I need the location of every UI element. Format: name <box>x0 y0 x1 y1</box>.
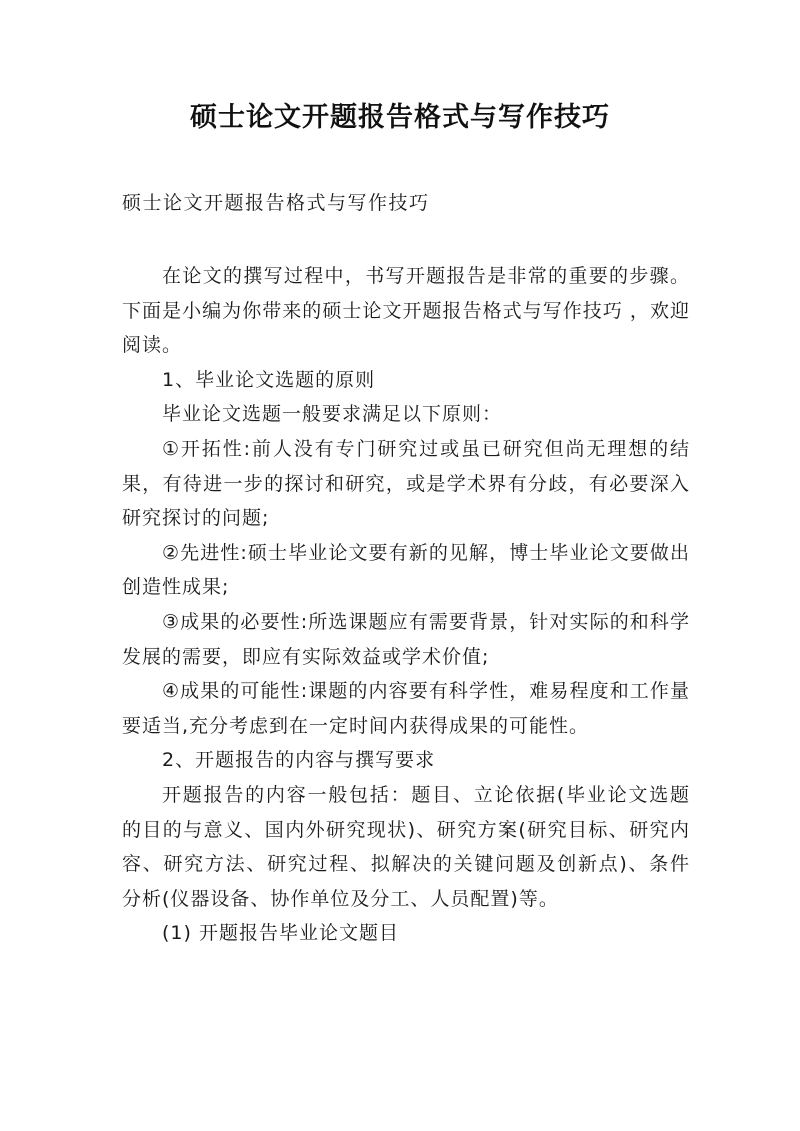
subsection-heading: (1) 开题报告毕业论文题目 <box>162 922 399 945</box>
list-item-2: ②先进性:硕士毕业论文要有新的见解，博士毕业论文要做出创造性成果; <box>122 541 690 599</box>
paragraph-intro: 在论文的撰写过程中，书写开题报告是非常的重要的步骤。下面是小编为你带来的硕士论文开题报告格式与写作技巧 ，欢迎阅读。 <box>122 265 690 357</box>
list-item-4: ④成果的可能性:课题的内容要有科学性，难易程度和工作量要适当,充分考虑到在一定时间内获得成果的可能性。 <box>122 680 690 737</box>
document-subtitle: 硕士论文开题报告格式与写作技巧 <box>122 192 430 214</box>
document-body <box>122 259 690 951</box>
paragraph: 毕业论文选题一般要求满足以下原则： <box>162 403 503 426</box>
paragraph: 开题报告的内容一般包括：题目、立论依据(毕业论文选题的目的与意义、国内外研究现状)、研究方案(研究目标、研究内容、研究方法、研究过程、拟解决的关键问题及创新点)、条件分析(仪器设备、协作单位及分工、人员配置)等。 <box>122 783 690 910</box>
section-heading-1: 1、毕业论文选题的原则 <box>162 368 376 391</box>
list-item-3: ③成果的必要性:所选课题应有需要背景，针对实际的和科学发展的需要，即应有实际效益或学术价值; <box>122 610 690 668</box>
list-item-1: ①开拓性:前人没有专门研究过或虽已研究但尚无理想的结果，有待进一步的探讨和研究，或是学术界有分歧，有必要深入研究探讨的问题; <box>122 437 690 530</box>
section-heading-2: 2、开题报告的内容与撰写要求 <box>162 749 436 772</box>
document-title: 硕士论文开题报告格式与写作技巧 <box>190 102 610 133</box>
